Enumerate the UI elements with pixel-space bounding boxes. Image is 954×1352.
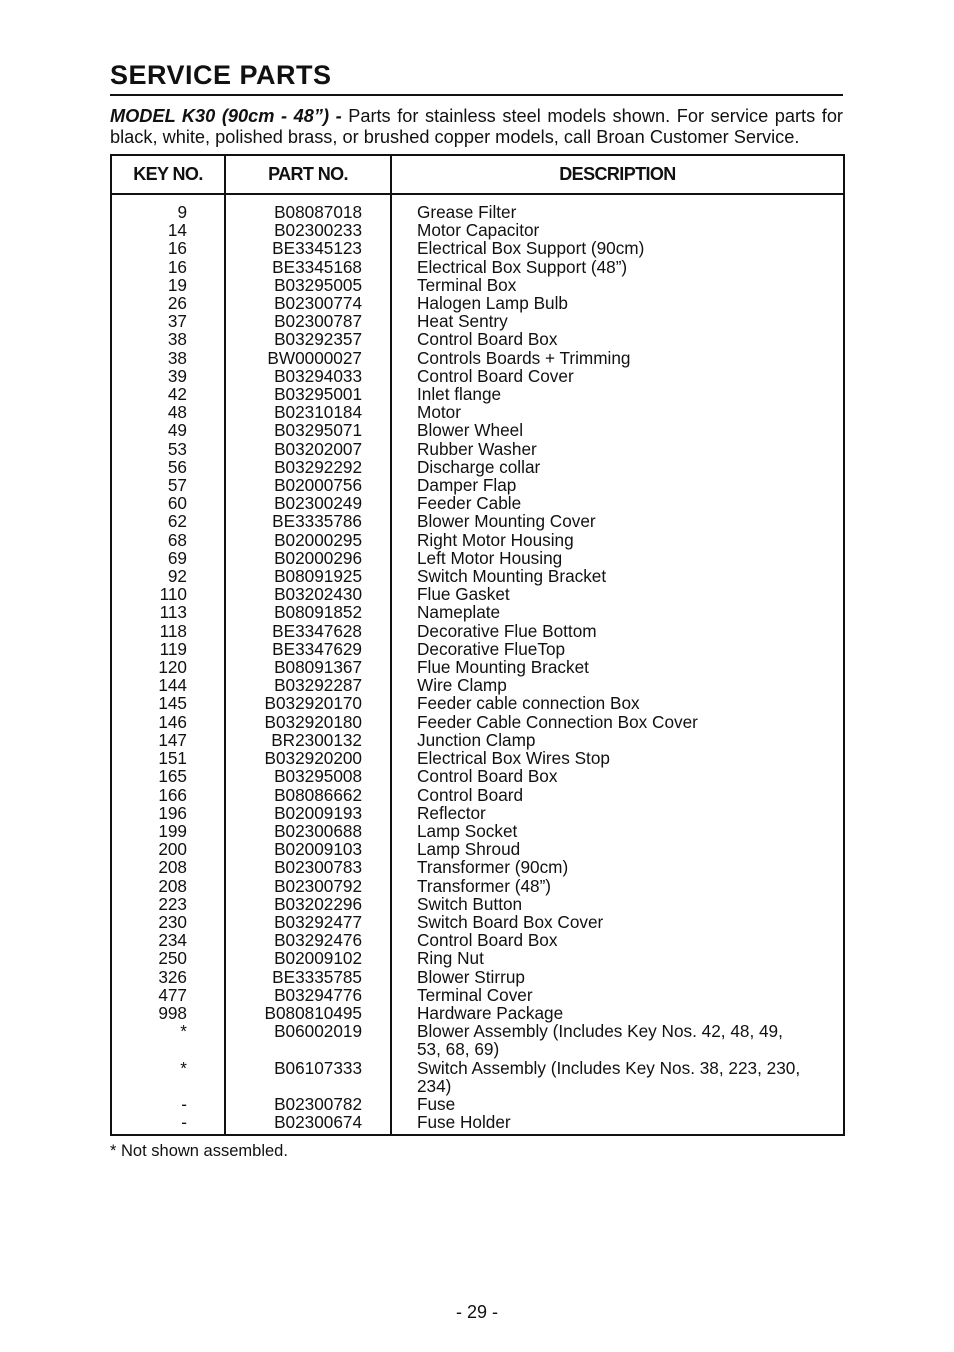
- part-no-cell: BE3335785: [225, 968, 391, 986]
- model-label: MODEL K30 (90cm - 48”) -: [110, 106, 342, 126]
- description-cell: Switch Assembly (Includes Key Nos. 38, 223, 230, 234): [391, 1059, 844, 1095]
- key-no-cell: 196: [111, 804, 225, 822]
- description-cell: Blower Wheel: [391, 421, 844, 439]
- part-no-cell: B03295001: [225, 385, 391, 403]
- description-cell: Transformer (90cm): [391, 858, 844, 876]
- table-header-row: [111, 155, 844, 194]
- description-cell: Grease Filter: [391, 203, 844, 221]
- description-cell: Electrical Box Support (90cm): [391, 239, 844, 257]
- parts-table: [110, 154, 845, 1136]
- part-no-cell: B03202296: [225, 895, 391, 913]
- description-cell: Nameplate: [391, 603, 844, 621]
- key-no-cell: 39: [111, 367, 225, 385]
- part-no-cell: B03292292: [225, 458, 391, 476]
- part-no-cell: B02310184: [225, 403, 391, 421]
- description-cell: Right Motor Housing: [391, 531, 844, 549]
- table-row: [111, 949, 844, 967]
- description-cell: Control Board: [391, 786, 844, 804]
- key-no-cell: 118: [111, 622, 225, 640]
- part-no-cell: B02300787: [225, 312, 391, 330]
- part-no-cell: B02300674: [225, 1113, 391, 1131]
- key-no-cell: 9: [111, 203, 225, 221]
- header-description: DESCRIPTION: [391, 155, 844, 194]
- key-no-cell: -: [111, 1095, 225, 1113]
- part-no-cell: B02000295: [225, 531, 391, 549]
- table-row: [111, 349, 844, 367]
- table-row: [111, 294, 844, 312]
- part-no-cell: B02300249: [225, 494, 391, 512]
- key-no-cell: 113: [111, 603, 225, 621]
- table-row: [111, 931, 844, 949]
- description-cell: Terminal Box: [391, 276, 844, 294]
- key-no-cell: 146: [111, 713, 225, 731]
- key-no-cell: *: [111, 1022, 225, 1058]
- part-no-cell: B02000296: [225, 549, 391, 567]
- description-cell: Feeder Cable Connection Box Cover: [391, 713, 844, 731]
- intro-paragraph: [110, 106, 843, 148]
- key-no-cell: 92: [111, 567, 225, 585]
- description-cell: Left Motor Housing: [391, 549, 844, 567]
- key-no-cell: 38: [111, 349, 225, 367]
- table-row: [111, 549, 844, 567]
- table-row: [111, 731, 844, 749]
- description-cell: Motor Capacitor: [391, 221, 844, 239]
- part-no-cell: B03295005: [225, 276, 391, 294]
- page-title: SERVICE PARTS: [110, 60, 843, 96]
- table-row: [111, 312, 844, 330]
- part-no-cell: BE3347629: [225, 640, 391, 658]
- key-no-cell: 144: [111, 676, 225, 694]
- table-row: [111, 895, 844, 913]
- table-row: [111, 276, 844, 294]
- key-no-cell: 199: [111, 822, 225, 840]
- description-cell: Lamp Socket: [391, 822, 844, 840]
- description-cell: Damper Flap: [391, 476, 844, 494]
- key-no-cell: 208: [111, 877, 225, 895]
- description-cell: Inlet flange: [391, 385, 844, 403]
- description-cell: Halogen Lamp Bulb: [391, 294, 844, 312]
- description-cell: Control Board Box: [391, 330, 844, 348]
- description-cell: Terminal Cover: [391, 986, 844, 1004]
- key-no-cell: 19: [111, 276, 225, 294]
- table-row: [111, 877, 844, 895]
- table-row: [111, 1004, 844, 1022]
- part-no-cell: B02300792: [225, 877, 391, 895]
- key-no-cell: 147: [111, 731, 225, 749]
- description-cell: Junction Clamp: [391, 731, 844, 749]
- key-no-cell: *: [111, 1059, 225, 1095]
- description-cell: Fuse: [391, 1095, 844, 1113]
- header-key-no: KEY NO.: [111, 155, 225, 194]
- parts-table-body: [111, 194, 844, 1135]
- key-no-cell: 16: [111, 258, 225, 276]
- key-no-cell: 166: [111, 786, 225, 804]
- key-no-cell: 110: [111, 585, 225, 603]
- part-no-cell: B02009103: [225, 840, 391, 858]
- part-no-cell: B08091852: [225, 603, 391, 621]
- key-no-cell: 26: [111, 294, 225, 312]
- part-no-cell: B03295008: [225, 767, 391, 785]
- table-row: [111, 330, 844, 348]
- key-no-cell: 56: [111, 458, 225, 476]
- table-row: [111, 658, 844, 676]
- description-cell: Control Board Cover: [391, 367, 844, 385]
- table-row: [111, 1113, 844, 1131]
- part-no-cell: B080810495: [225, 1004, 391, 1022]
- key-no-cell: 42: [111, 385, 225, 403]
- table-row: [111, 258, 844, 276]
- table-row: [111, 968, 844, 986]
- key-no-cell: 200: [111, 840, 225, 858]
- description-cell: Switch Mounting Bracket: [391, 567, 844, 585]
- description-cell: Heat Sentry: [391, 312, 844, 330]
- table-row: [111, 458, 844, 476]
- part-no-cell: B03294033: [225, 367, 391, 385]
- service-parts-page: [110, 60, 843, 1161]
- part-no-cell: B06107333: [225, 1059, 391, 1095]
- key-no-cell: 151: [111, 749, 225, 767]
- key-no-cell: 326: [111, 968, 225, 986]
- table-row: [111, 203, 844, 221]
- table-row: [111, 694, 844, 712]
- description-cell: Feeder cable connection Box: [391, 694, 844, 712]
- description-cell: Switch Button: [391, 895, 844, 913]
- part-no-cell: BW0000027: [225, 349, 391, 367]
- part-no-cell: B03292477: [225, 913, 391, 931]
- part-no-cell: B02300233: [225, 221, 391, 239]
- header-part-no: PART NO.: [225, 155, 391, 194]
- part-no-cell: B02300782: [225, 1095, 391, 1113]
- part-no-cell: B03292357: [225, 330, 391, 348]
- table-row: [111, 622, 844, 640]
- table-row: [111, 476, 844, 494]
- table-row: [111, 1022, 844, 1058]
- part-no-cell: BR2300132: [225, 731, 391, 749]
- key-no-cell: 477: [111, 986, 225, 1004]
- table-row: [111, 1095, 844, 1113]
- key-no-cell: 120: [111, 658, 225, 676]
- key-no-cell: 38: [111, 330, 225, 348]
- key-no-cell: 145: [111, 694, 225, 712]
- part-no-cell: B03294776: [225, 986, 391, 1004]
- table-row: [111, 786, 844, 804]
- table-row: [111, 986, 844, 1004]
- part-no-cell: B08087018: [225, 203, 391, 221]
- description-cell: Decorative Flue Bottom: [391, 622, 844, 640]
- description-cell: Fuse Holder: [391, 1113, 844, 1131]
- key-no-cell: 234: [111, 931, 225, 949]
- description-cell: Flue Mounting Bracket: [391, 658, 844, 676]
- key-no-cell: 250: [111, 949, 225, 967]
- table-row: [111, 385, 844, 403]
- table-row: [111, 531, 844, 549]
- key-no-cell: 62: [111, 512, 225, 530]
- table-row: [111, 822, 844, 840]
- description-cell: Reflector: [391, 804, 844, 822]
- table-row: [111, 804, 844, 822]
- part-no-cell: B02000756: [225, 476, 391, 494]
- part-no-cell: B08091925: [225, 567, 391, 585]
- description-cell: Discharge collar: [391, 458, 844, 476]
- part-no-cell: B02009102: [225, 949, 391, 967]
- description-cell: Ring Nut: [391, 949, 844, 967]
- description-cell: Hardware Package: [391, 1004, 844, 1022]
- part-no-cell: BE3345123: [225, 239, 391, 257]
- table-row: [111, 421, 844, 439]
- description-cell: Wire Clamp: [391, 676, 844, 694]
- description-cell: Transformer (48”): [391, 877, 844, 895]
- table-row: [111, 713, 844, 731]
- table-row: [111, 603, 844, 621]
- part-no-cell: B02300783: [225, 858, 391, 876]
- description-cell: Electrical Box Support (48”): [391, 258, 844, 276]
- description-cell: Blower Assembly (Includes Key Nos. 42, 48, 49, 53, 68, 69): [391, 1022, 844, 1058]
- description-cell: Control Board Box: [391, 767, 844, 785]
- key-no-cell: -: [111, 1113, 225, 1131]
- table-row: [111, 494, 844, 512]
- table-row: [111, 239, 844, 257]
- table-row: [111, 512, 844, 530]
- part-no-cell: B08086662: [225, 786, 391, 804]
- table-row: [111, 913, 844, 931]
- description-cell: Electrical Box Wires Stop: [391, 749, 844, 767]
- key-no-cell: 37: [111, 312, 225, 330]
- part-no-cell: B03202007: [225, 440, 391, 458]
- key-no-cell: 14: [111, 221, 225, 239]
- part-no-cell: B03202430: [225, 585, 391, 603]
- part-no-cell: BE3345168: [225, 258, 391, 276]
- table-row: [111, 585, 844, 603]
- table-row: [111, 403, 844, 421]
- description-cell: Lamp Shroud: [391, 840, 844, 858]
- footnote: * Not shown assembled.: [110, 1142, 288, 1161]
- key-no-cell: 230: [111, 913, 225, 931]
- table-row: [111, 676, 844, 694]
- description-cell: Control Board Box: [391, 931, 844, 949]
- table-row: [111, 221, 844, 239]
- page-number: - 29 -: [455, 1302, 498, 1322]
- table-row: [111, 367, 844, 385]
- key-no-cell: 165: [111, 767, 225, 785]
- description-cell: Blower Mounting Cover: [391, 512, 844, 530]
- table-row: [111, 440, 844, 458]
- key-no-cell: 53: [111, 440, 225, 458]
- part-no-cell: B02300688: [225, 822, 391, 840]
- description-cell: Flue Gasket: [391, 585, 844, 603]
- key-no-cell: 49: [111, 421, 225, 439]
- table-row: [111, 640, 844, 658]
- part-no-cell: B03292476: [225, 931, 391, 949]
- table-row: [111, 749, 844, 767]
- key-no-cell: 68: [111, 531, 225, 549]
- description-cell: Feeder Cable: [391, 494, 844, 512]
- table-row: [111, 567, 844, 585]
- description-cell: Rubber Washer: [391, 440, 844, 458]
- part-no-cell: B06002019: [225, 1022, 391, 1058]
- key-no-cell: 16: [111, 239, 225, 257]
- key-no-cell: 998: [111, 1004, 225, 1022]
- description-cell: Decorative FlueTop: [391, 640, 844, 658]
- table-row: [111, 1059, 844, 1095]
- table-row: [111, 858, 844, 876]
- part-no-cell: B032920170: [225, 694, 391, 712]
- part-no-cell: B08091367: [225, 658, 391, 676]
- description-cell: Blower Stirrup: [391, 968, 844, 986]
- part-no-cell: B02009193: [225, 804, 391, 822]
- key-no-cell: 69: [111, 549, 225, 567]
- table-row: [111, 840, 844, 858]
- key-no-cell: 119: [111, 640, 225, 658]
- key-no-cell: 57: [111, 476, 225, 494]
- key-no-cell: 223: [111, 895, 225, 913]
- key-no-cell: 208: [111, 858, 225, 876]
- part-no-cell: B032920200: [225, 749, 391, 767]
- part-no-cell: B03292287: [225, 676, 391, 694]
- part-no-cell: BE3335786: [225, 512, 391, 530]
- part-no-cell: B03295071: [225, 421, 391, 439]
- description-cell: Controls Boards + Trimming: [391, 349, 844, 367]
- description-cell: Motor: [391, 403, 844, 421]
- key-no-cell: 60: [111, 494, 225, 512]
- intro-text: Parts for stainless steel models shown. For service parts for black, white, polished brass, or brushed copper models, call Broan Customer Service.: [110, 106, 843, 147]
- part-no-cell: B032920180: [225, 713, 391, 731]
- part-no-cell: B02300774: [225, 294, 391, 312]
- description-cell: Switch Board Box Cover: [391, 913, 844, 931]
- table-row: [111, 767, 844, 785]
- key-no-cell: 48: [111, 403, 225, 421]
- part-no-cell: BE3347628: [225, 622, 391, 640]
